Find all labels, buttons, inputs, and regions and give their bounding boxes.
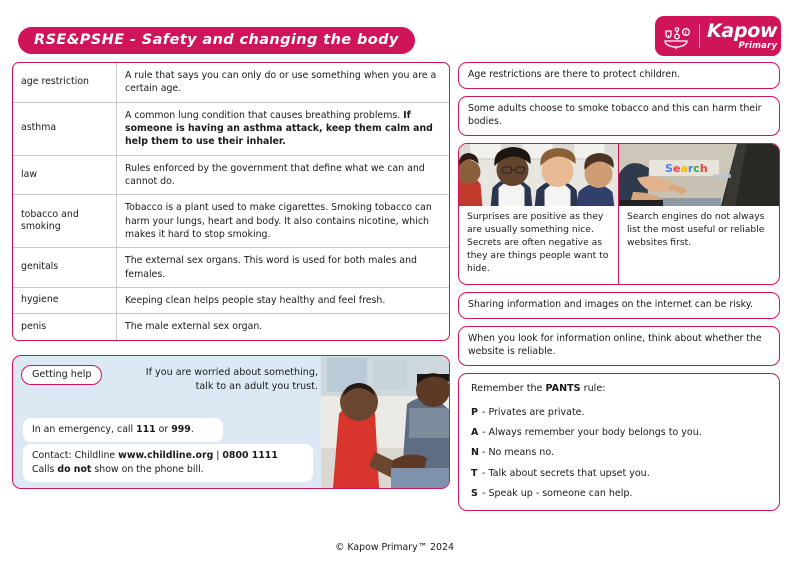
photo-caption: Search engines do not always list the most useful or reliable websites first. (627, 210, 765, 248)
pants-item-text: - Speak up - someone can help. (482, 488, 633, 500)
pants-item-text: - Always remember your body belongs to you. (482, 427, 702, 439)
kapow-primary-logo (655, 16, 781, 56)
pants-letter: N (471, 447, 479, 459)
getting-help-intro: If you are worried about something, talk to an adult you trust. (145, 366, 318, 392)
vocab-definition-emphasis: If someone is having an asthma attack, keep them calm and help them to use their inhaler. (125, 109, 433, 148)
svg-text:£: £ (684, 30, 688, 37)
childline-contact-line (32, 449, 304, 463)
table-row (13, 103, 449, 156)
logo-divider (699, 24, 700, 48)
page-title: RSE&PSHE - Safety and changing the body (18, 27, 415, 54)
childline-website[interactable]: www.childline.org (118, 449, 214, 461)
hand-pointing-at-search-engine-photo (619, 144, 779, 206)
pants-item-text: - Privates are private. (482, 406, 585, 418)
vocab-term: genitals (13, 248, 117, 287)
vocab-term: asthma (13, 103, 117, 155)
fact-sharing-online: Sharing information and images on the internet can be risky. (458, 292, 780, 319)
emergency-text-mid: or (155, 423, 172, 435)
vocab-definition-text: Tobacco is a plant used to make cigarettes. Smoking tobacco can harm your lungs, heart and body. It also contains nicotine, which makes it hard to stop smoking. (125, 202, 432, 241)
vocab-term: age restriction (13, 63, 117, 102)
vocab-definition (117, 195, 449, 247)
pants-item-text: - Talk about secrets that upset you. (482, 467, 650, 479)
vocab-definition (117, 63, 449, 102)
vocab-definition-text: The male external sex organ. (125, 321, 263, 333)
vocab-definition (117, 314, 449, 339)
pants-letter: S (471, 488, 478, 500)
svg-text:Search: Search (665, 161, 708, 175)
getting-help-label: Getting help (21, 365, 102, 385)
photo-caption-pair (458, 143, 780, 285)
pants-letter: P (471, 406, 478, 418)
fact-age-restrictions: Age restrictions are there to protect children. (458, 62, 780, 89)
contact-text-pre: Contact: Childline (32, 449, 119, 461)
fact-reliable-websites: When you look for information online, think about whether the website is reliable. (458, 326, 780, 366)
childline-phone-number: 0800 1111 (222, 449, 278, 461)
pants-item-t (471, 468, 767, 480)
pants-acronym: PANTS (545, 382, 581, 394)
vocab-definition (117, 248, 449, 287)
pants-rule-title (471, 383, 767, 394)
boy-talking-with-adult-photo (321, 356, 449, 488)
logo-brand-sub: Primary (738, 40, 778, 51)
page-header (0, 0, 789, 60)
pants-item-n (471, 447, 767, 459)
calls-text-post: show on the phone bill. (91, 463, 204, 475)
vocab-term: penis (13, 314, 117, 339)
pants-letter: T (471, 467, 478, 479)
footer-copyright: © Kapow Primary™ 2024 (335, 542, 454, 553)
pants-title-post: rule: (580, 382, 606, 394)
table-row (13, 63, 449, 103)
vocabulary-table (12, 62, 450, 341)
logo-brand-name: Kapow (707, 19, 778, 42)
logo-wordmark (707, 19, 778, 51)
contact-separator: | (213, 449, 223, 461)
calls-billing-note (32, 463, 304, 477)
vocab-definition (117, 288, 449, 313)
pants-letter: A (471, 427, 479, 439)
vocab-definition-text: A common lung condition that causes breathing problems. If someone is having an asthma attack, keep them calm and help them to use their inhaler. (125, 109, 433, 148)
children-whispering-photo (459, 144, 618, 206)
vocab-definition-text: The external sex organs. This word is used for both males and females. (125, 255, 417, 280)
photo-caption: Surprises are positive as they are usually something nice. Secrets are often negative as they are things people want to hide. (467, 210, 609, 275)
pants-item-s (471, 488, 767, 500)
pants-rule-box (458, 373, 780, 512)
vocab-definition-text: Rules enforced by the government that define what we can and cannot do. (125, 162, 425, 188)
vocab-definition (117, 156, 449, 195)
emergency-numbers-box (23, 418, 223, 442)
photo-cell-search (619, 144, 779, 284)
fact-tobacco: Some adults choose to smoke tobacco and this can harm their bodies. (458, 96, 780, 136)
table-row (13, 156, 449, 196)
vocab-term: tobacco and smoking (13, 195, 117, 247)
getting-help-panel (12, 355, 450, 489)
childline-contact-box (23, 444, 313, 482)
pants-item-a (471, 427, 767, 439)
calls-text-pre: Calls (32, 463, 58, 475)
emergency-text-pre: In an emergency, call (32, 423, 137, 435)
table-row (13, 288, 449, 314)
emergency-number-111: 111 (136, 423, 156, 435)
vocab-definition-text: Keeping clean helps people stay healthy and feel fresh. (125, 295, 386, 307)
pants-item-text: - No means no. (482, 447, 554, 459)
emergency-text-post: . (190, 423, 194, 435)
pants-title-pre: Remember the (471, 382, 546, 394)
vocab-term: law (13, 156, 117, 195)
vocab-definition (117, 103, 449, 155)
emergency-number-999: 999 (171, 423, 191, 435)
kapow-bowl-heart-icon (662, 22, 696, 50)
table-row (13, 248, 449, 288)
table-row (13, 314, 449, 339)
photo-img-wrapper (459, 144, 618, 206)
photo-cell-secrets (459, 144, 619, 284)
vocab-definition-text: A rule that says you can only do or use something when you are a certain age. (125, 70, 437, 95)
left-column (12, 62, 450, 489)
right-column (458, 62, 780, 511)
pants-item-p (471, 407, 767, 419)
table-row (13, 195, 449, 248)
photo-img-wrapper (619, 144, 779, 206)
vocab-term: hygiene (13, 288, 117, 313)
calls-emphasis: do not (57, 463, 92, 475)
